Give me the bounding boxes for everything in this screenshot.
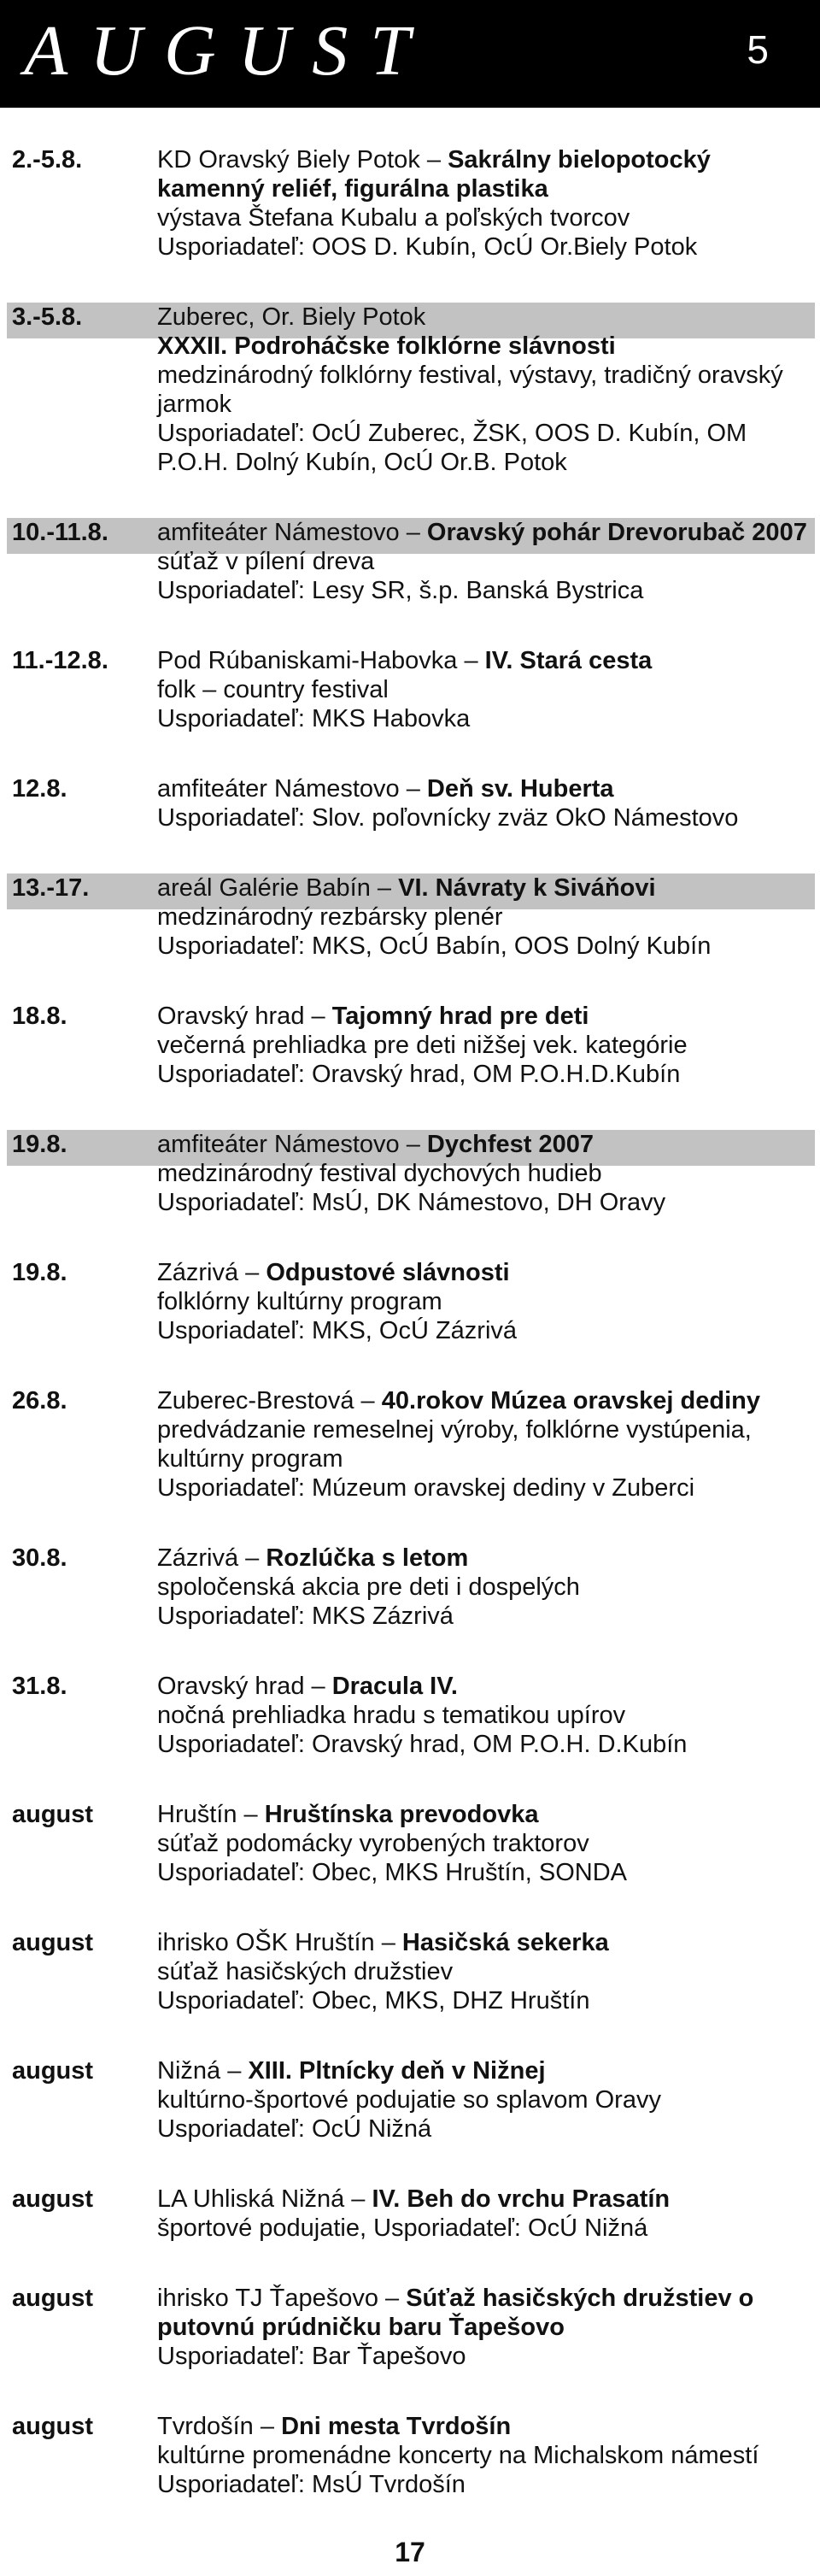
event-dash: – xyxy=(344,2185,372,2213)
event-body xyxy=(157,1002,811,1089)
event-headline xyxy=(157,518,811,547)
event-title: IV. Beh do vrchu Prasatín xyxy=(372,2185,671,2213)
event-date: 12.8. xyxy=(12,775,67,803)
event-title: Dni mesta Tvrdošín xyxy=(281,2413,512,2440)
event-item xyxy=(0,1928,820,2015)
event-place: Pod Rúbaniskami-Habovka xyxy=(157,647,458,674)
event-item xyxy=(0,1544,820,1631)
event-detail: predvádzanie remeselnej výroby, folklórne vystúpenia, kultúrny program xyxy=(157,1416,752,1473)
event-dash: – xyxy=(237,1801,265,1828)
event-place: ihrisko TJ Ťapešovo xyxy=(157,2285,378,2312)
event-list xyxy=(0,145,820,2540)
event-detail: spoločenská akcia pre deti i dospelých xyxy=(157,1573,580,1601)
header-page-number: 5 xyxy=(747,27,769,72)
event-item xyxy=(0,646,820,733)
event-date: august xyxy=(12,1801,94,1828)
event-title: 40.rokov Múzea oravskej dediny xyxy=(381,1387,760,1414)
event-item xyxy=(0,2412,820,2499)
event-body xyxy=(157,1258,811,1345)
event-headline xyxy=(157,2412,811,2441)
event-place: amfiteáter Námestovo xyxy=(157,1131,400,1158)
event-body xyxy=(157,2412,811,2499)
event-headline xyxy=(157,1002,811,1031)
event-body xyxy=(157,2284,811,2371)
event-item xyxy=(0,774,820,832)
event-dash: – xyxy=(457,647,485,674)
event-detail: folk – country festival xyxy=(157,676,389,703)
event-title: XIII. Pltnícky deň v Nižnej xyxy=(248,2057,546,2085)
event-dash: – xyxy=(399,519,427,546)
event-item xyxy=(0,873,820,961)
event-detail: Usporiadateľ: Múzeum oravskej dediny v Zuberci xyxy=(157,1474,695,1502)
event-place: Hruštín xyxy=(157,1801,237,1828)
event-place: LA Uhliská Nižná xyxy=(157,2185,345,2213)
event-place: ihrisko OŠK Hruštín xyxy=(157,1929,375,1956)
event-date: august xyxy=(12,2413,94,2440)
event-item xyxy=(0,1002,820,1089)
event-title: VI. Návraty k Siváňovi xyxy=(398,874,656,902)
event-place: Nižná xyxy=(157,2057,221,2085)
event-detail: Usporiadateľ: Bar Ťapešovo xyxy=(157,2343,466,2370)
event-title: Dychfest 2007 xyxy=(426,1131,594,1158)
event-item xyxy=(0,145,820,262)
event-body xyxy=(157,1386,811,1503)
event-detail: Usporiadateľ: Obec, MKS Hruštín, SONDA xyxy=(157,1859,627,1886)
event-detail: Usporiadateľ: MKS Habovka xyxy=(157,705,471,732)
event-dash: – xyxy=(304,1003,332,1030)
event-title: Deň sv. Huberta xyxy=(426,775,614,803)
event-title: Tajomný hrad pre deti xyxy=(331,1003,589,1030)
event-headline xyxy=(157,1800,811,1829)
event-detail: Usporiadateľ: OOS D. Kubín, OcÚ Or.Biely Potok xyxy=(157,233,698,261)
event-place: Zuberec-Brestová xyxy=(157,1387,354,1414)
event-date: august xyxy=(12,2285,94,2312)
event-dash: – xyxy=(253,2413,282,2440)
month-header xyxy=(0,0,820,108)
event-headline xyxy=(157,1130,811,1159)
event-detail: medzinárodný festival dychových hudieb xyxy=(157,1160,602,1187)
event-headline xyxy=(157,646,811,675)
event-headline xyxy=(157,1544,811,1573)
event-place: Zázrivá xyxy=(157,1259,239,1286)
event-date: 10.-11.8. xyxy=(12,519,108,546)
event-dash: – xyxy=(374,1929,402,1956)
event-dash: – xyxy=(399,1131,427,1158)
event-body xyxy=(157,2056,811,2144)
event-body xyxy=(157,774,811,832)
event-detail: Usporiadateľ: MKS, OcÚ Zázrivá xyxy=(157,1317,518,1344)
event-detail: Usporiadateľ: OcÚ Nižná xyxy=(157,2115,432,2143)
event-date: august xyxy=(12,1929,94,1956)
event-item xyxy=(0,1258,820,1345)
event-dash: – xyxy=(378,2285,407,2312)
event-dash: – xyxy=(220,2057,249,2085)
event-title: Dracula IV. xyxy=(331,1673,458,1700)
event-date: 19.8. xyxy=(12,1131,67,1158)
event-detail: výstava Štefana Kubalu a poľských tvorcov xyxy=(157,204,630,232)
event-headline xyxy=(157,303,811,361)
event-item xyxy=(0,303,820,477)
event-place: amfiteáter Námestovo xyxy=(157,519,400,546)
event-item xyxy=(0,2284,820,2371)
event-headline xyxy=(157,774,811,803)
event-body xyxy=(157,1928,811,2015)
event-detail: Usporiadateľ: Lesy SR, š.p. Banská Bystrica xyxy=(157,577,644,604)
event-date: 13.-17. xyxy=(12,874,90,902)
event-item xyxy=(0,1386,820,1503)
event-headline xyxy=(157,1928,811,1957)
event-headline xyxy=(157,2056,811,2085)
event-dash: – xyxy=(238,1259,266,1286)
event-detail: Usporiadateľ: MsÚ, DK Námestovo, DH Oravy xyxy=(157,1189,666,1216)
event-date: august xyxy=(12,2057,94,2085)
event-detail: súťaž hasičských družstiev xyxy=(157,1958,454,1985)
event-title: Odpustové slávnosti xyxy=(266,1259,510,1286)
event-detail: Usporiadateľ: Obec, MKS, DHZ Hruštín xyxy=(157,1987,590,2014)
event-place: Oravský hrad xyxy=(157,1673,305,1700)
event-place: areál Galérie Babín xyxy=(157,874,371,902)
event-detail: kultúrne promenádne koncerty na Michalskom námestí xyxy=(157,2442,759,2469)
event-date: 26.8. xyxy=(12,1387,67,1414)
event-date: august xyxy=(12,2185,94,2213)
event-dash: – xyxy=(419,146,448,173)
event-place: Zázrivá xyxy=(157,1544,239,1572)
footer-page-number: 17 xyxy=(395,2537,425,2567)
event-body xyxy=(157,1800,811,1887)
month-title: AUGUST xyxy=(24,11,433,91)
event-detail: športové podujatie, Usporiadateľ: OcÚ Nižná xyxy=(157,2214,648,2242)
event-title: Súťaž hasičských družstiev o putovnú prúdničku baru Ťapešovo xyxy=(157,2285,754,2341)
event-body xyxy=(157,1672,811,1759)
event-dash: – xyxy=(399,775,427,803)
event-date: 11.-12.8. xyxy=(12,647,108,674)
event-detail: súťaž v pílení dreva xyxy=(157,548,375,575)
event-headline xyxy=(157,145,811,203)
event-detail: večerná prehliadka pre deti nižšej vek. kategórie xyxy=(157,1032,688,1059)
event-title: IV. Stará cesta xyxy=(484,647,653,674)
event-item xyxy=(0,2056,820,2144)
event-body xyxy=(157,145,811,262)
event-body xyxy=(157,873,811,961)
event-dash: – xyxy=(370,874,399,902)
event-place: Oravský hrad xyxy=(157,1003,305,1030)
event-dash: – xyxy=(304,1673,332,1700)
event-headline xyxy=(157,1672,811,1701)
event-detail: Usporiadateľ: Oravský hrad, OM P.O.H. D.Kubín xyxy=(157,1731,688,1758)
event-title: Hasičská sekerka xyxy=(401,1929,609,1956)
event-body xyxy=(157,1130,811,1217)
event-date: 18.8. xyxy=(12,1003,67,1030)
event-date: 2.-5.8. xyxy=(12,146,83,173)
event-detail: Usporiadateľ: Slov. poľovnícky zväz OkO Námestovo xyxy=(157,804,739,832)
event-detail: nočná prehliadka hradu s tematikou upírov xyxy=(157,1702,626,1729)
event-body xyxy=(157,2185,811,2243)
event-detail: medzinárodný folklórny festival, výstavy, tradičný oravský jarmok xyxy=(157,362,783,418)
event-headline xyxy=(157,1386,811,1415)
event-date: 3.-5.8. xyxy=(12,303,83,331)
event-body xyxy=(157,646,811,733)
event-place: KD Oravský Biely Potok xyxy=(157,146,420,173)
event-dash: – xyxy=(354,1387,382,1414)
event-headline xyxy=(157,873,811,903)
event-body xyxy=(157,518,811,605)
event-body xyxy=(157,303,811,477)
event-detail: medzinárodný rezbársky plenér xyxy=(157,903,503,931)
event-detail: folklórny kultúrny program xyxy=(157,1288,442,1315)
event-detail: kultúrno-športové podujatie so splavom Oravy xyxy=(157,2086,661,2114)
event-title: Hruštínska prevodovka xyxy=(264,1801,539,1828)
event-detail: Usporiadateľ: OcÚ Zuberec, ŽSK, OOS D. Kubín, OM P.O.H. Dolný Kubín, OcÚ Or.B. Potok xyxy=(157,420,747,476)
event-detail: Usporiadateľ: MsÚ Tvrdošín xyxy=(157,2471,466,2498)
event-item xyxy=(0,1800,820,1887)
event-place: Tvrdošín xyxy=(157,2413,254,2440)
event-title: Oravský pohár Drevorubač 2007 xyxy=(426,519,807,546)
event-place: Zuberec, Or. Biely Potok xyxy=(157,303,426,331)
event-item xyxy=(0,1672,820,1759)
event-date: 19.8. xyxy=(12,1259,67,1286)
event-title: XXXII. Podroháčske folklórne slávnosti xyxy=(157,332,616,360)
event-detail: Usporiadateľ: MKS Zázrivá xyxy=(157,1603,454,1630)
event-item xyxy=(0,2185,820,2243)
event-headline xyxy=(157,2185,811,2214)
event-body xyxy=(157,1544,811,1631)
event-item xyxy=(0,1130,820,1217)
event-detail: Usporiadateľ: MKS, OcÚ Babín, OOS Dolný Kubín xyxy=(157,932,712,960)
event-title: Rozlúčka s letom xyxy=(266,1544,469,1572)
event-item xyxy=(0,518,820,605)
event-detail: Usporiadateľ: Oravský hrad, OM P.O.H.D.Kubín xyxy=(157,1061,681,1088)
event-headline xyxy=(157,1258,811,1287)
event-title: Sakrálny bielopotocký kamenný reliéf, figurálna plastika xyxy=(157,146,711,203)
event-detail: súťaž podomácky vyrobených traktorov xyxy=(157,1830,589,1857)
event-dash: – xyxy=(238,1544,266,1572)
event-place: amfiteáter Námestovo xyxy=(157,775,400,803)
event-headline xyxy=(157,2284,811,2342)
event-date: 30.8. xyxy=(12,1544,67,1572)
event-date: 31.8. xyxy=(12,1673,67,1700)
